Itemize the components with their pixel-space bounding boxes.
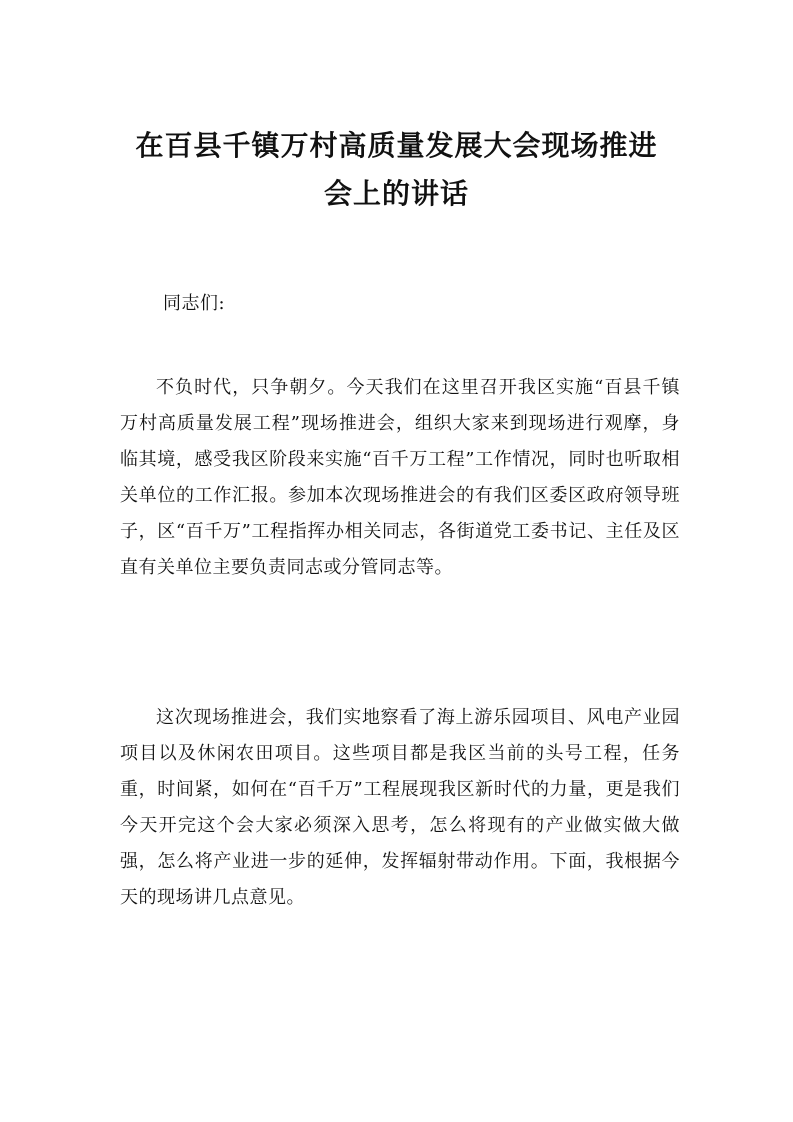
document-title-line-1: 在百县千镇万村高质量发展大会现场推进 (135, 129, 658, 162)
paragraph-2: 这次现场推进会，我们实地察看了海上游乐园项目、风电产业园项目以及休闲农田项目。这些项目都是我区当前的头号工程，任务重，时间紧，如何在“百千万”工程展现我区新时代的力量，更是我们今天开完这个会大家必须深入思考，怎么将现有的产业做实做大做强，怎么将产业进一步的延伸，发挥辐射带动作用。下面，我根据今天的现场讲几点意见。 (120, 707, 680, 908)
paragraph-1: 不负时代，只争朝夕。今天我们在这里召开我区实施“百县千镇万村高质量发展工程”现场推进会，组织大家来到现场进行观摩，身临其境，感受我区阶段来实施“百千万工程”工作情况，同时也听取相关单位的工作汇报。参加本次现场推进会的有我们区委区政府领导班子，区“百千万”工程指挥办相关同志，各街道党工委书记、主任及区直有关单位主要负责同志或分管同志等。 (120, 377, 680, 578)
document-title-line-2: 会上的讲话 (323, 177, 469, 210)
salutation: 同志们: (163, 293, 226, 314)
